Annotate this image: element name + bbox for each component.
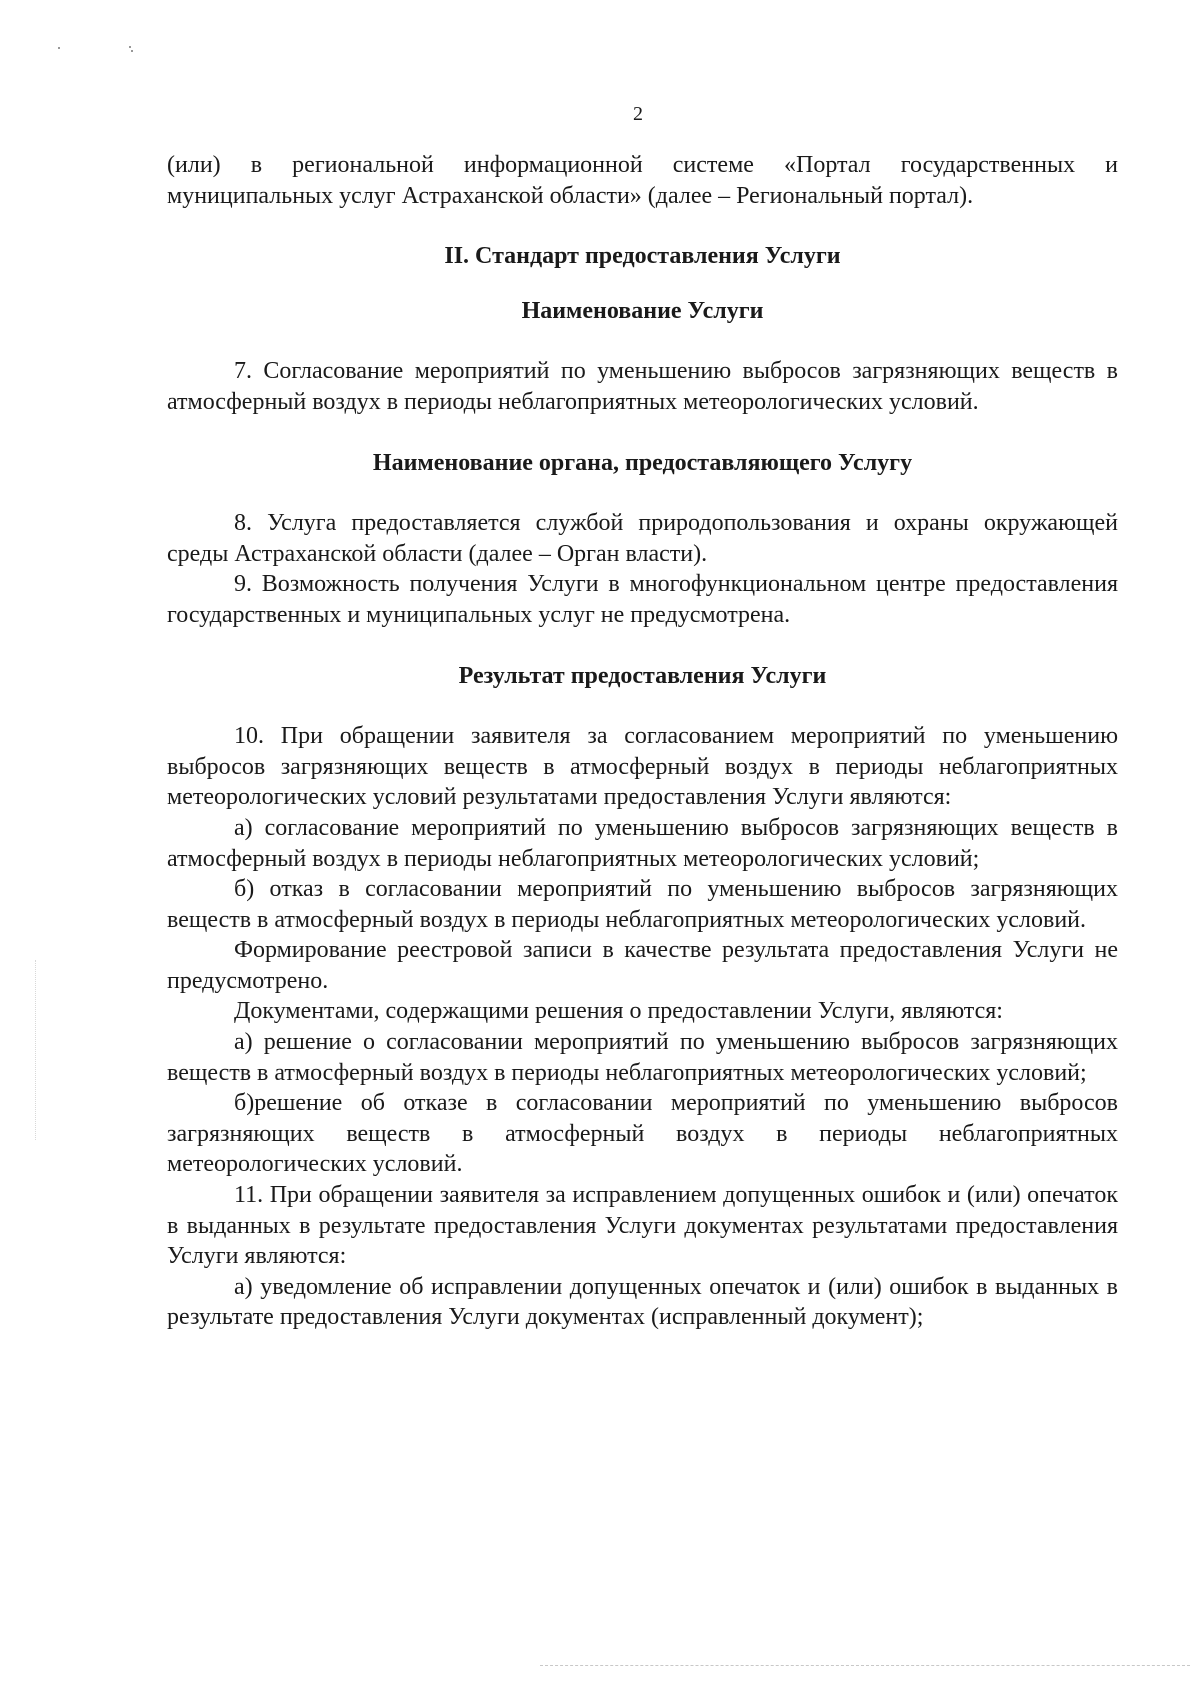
paragraph-9: 9. Возможность получения Услуги в многофункциональном центре предоставления государственных и муниципальных услуг не предусмотрена.	[167, 571, 1118, 628]
paragraph-decision-documents: Документами, содержащими решения о предоставлении Услуги, являются:	[234, 998, 1003, 1025]
scan-margin-artifact	[35, 960, 37, 1140]
paragraph-7: 7. Согласование мероприятий по уменьшению выбросов загрязняющих веществ в атмосферный воздух в периоды неблагоприятных метеорологических условий.	[167, 358, 1118, 415]
list-item-decision-b: б)решение об отказе в согласовании мероприятий по уменьшению выбросов загрязняющих веществ в атмосферный воздух в периоды неблагоприятных метеорологических условий.	[167, 1090, 1118, 1178]
page-number: 2	[633, 103, 643, 125]
section-heading: II. Стандарт предоставления Услуги	[444, 243, 841, 270]
scan-speck	[129, 46, 131, 48]
subheading-result: Результат предоставления Услуги	[458, 662, 827, 689]
scan-speck	[58, 47, 60, 49]
paragraph-continuation: (или) в региональной информационной системе «Портал государственных и муниципальных услуг Астраханской области» (далее – Региональный портал).	[167, 152, 1118, 209]
document-body	[167, 150, 1118, 1333]
subheading-service-name: Наименование Услуги	[521, 297, 764, 324]
paragraph-registry-record: Формирование реестровой записи в качестве результата предоставления Услуги не предусмотрено.	[167, 937, 1118, 994]
subheading-authority: Наименование органа, предоставляющего Услугу	[372, 449, 913, 476]
scan-edge-artifact	[540, 1665, 1190, 1666]
list-item-10a: а) согласование мероприятий по уменьшению выбросов загрязняющих веществ в атмосферный воздух в периоды неблагоприятных метеорологических условий;	[167, 814, 1118, 872]
scan-speck	[131, 50, 133, 52]
paragraph-8: 8. Услуга предоставляется службой природопользования и охраны окружающей среды Астраханской области (далее – Орган власти).	[167, 510, 1118, 567]
paragraph-10: 10. При обращении заявителя за согласованием мероприятий по уменьшению выбросов загрязняющих веществ в атмосферный воздух в периоды неблагоприятных метеорологических условий результатами предоставления Услуги являются:	[167, 723, 1118, 811]
paragraph-11: 11. При обращении заявителя за исправлением допущенных ошибок и (или) опечаток в выданных в результате предоставления Услуги документах результатами предоставления Услуги являются:	[167, 1182, 1118, 1270]
list-item-decision-a: а) решение о согласовании мероприятий по уменьшению выбросов загрязняющих веществ в атмосферный воздух в периоды неблагоприятных метеорологических условий;	[167, 1029, 1118, 1086]
list-item-11a: а) уведомление об исправлении допущенных опечаток и (или) ошибок в выданных в результате предоставления Услуги документах (исправленный документ);	[167, 1273, 1118, 1331]
list-item-10b: б) отказ в согласовании мероприятий по уменьшению выбросов загрязняющих веществ в атмосферный воздух в периоды неблагоприятных метеорологических условий.	[167, 876, 1118, 933]
